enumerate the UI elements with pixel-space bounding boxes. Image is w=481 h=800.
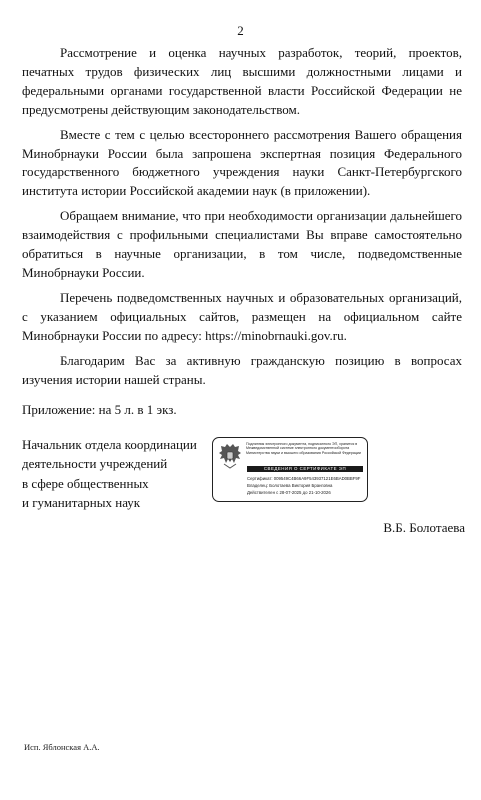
certificate-validity: Действителен с 28-07-2025 до 21-10-2026 [247,490,331,495]
signer-title-line: деятельности учреждений [22,456,168,472]
stamp-header: СВЕДЕНИЯ О СЕРТИФИКАТЕ ЭП [247,466,363,472]
stamp-notice-text: Подлинник электронного документа, подписанного ЭП, хранится в Межведомственной системе электронного документооборота Министерства науки и высшего образования Российской Федерации [246,442,361,455]
certificate-owner: Владелец: Болотаева Виктория Бранговна [247,483,333,488]
electronic-signature-stamp [212,437,368,502]
signer-title-line: и гуманитарных наук [22,494,141,510]
signer-title [22,435,222,512]
page-number: 2 [237,23,244,38]
certificate-number: Сертификат: 009549C4B66A9F543937121E6BAD0BBF9F [247,476,361,481]
paragraph: Перечень подведомственных научных и образовательных организаций, с указанием официальных сайтов, размещен на официальном сайте Минобрнауки России по адресу: https://minobrnauki.gov.ru. [22,289,462,343]
letter-body [22,44,462,395]
attachment-note: Приложение: на 5 л. в 1 экз. [22,402,177,417]
signer-title-line: Начальник отдела координации [22,437,197,452]
signer-name: В.Б. Болотаева [383,520,465,535]
paragraph: Обращаем внимание, что при необходимости организации дальнейшего взаимодействия с профильными специалистами Вы вправе самостоятельно обратиться в научные организации, в том числе, подведомственные Минобрнауки России. [22,208,462,280]
paragraph: Благодарим Вас за активную гражданскую позицию в вопросах изучения истории нашей страны. [22,352,462,387]
paragraph: Рассмотрение и оценка научных разработок, теорий, проектов, печатных трудов физических лиц высшими должностными лицами и федеральными органами государственной власти Российской Федерации не предусмотрены действующим законодательством. [22,45,462,117]
coat-of-arms-icon [218,443,242,469]
signer-title-line: в сфере общественных [22,475,149,491]
executor-note: Исп. Яблонская А.А. [24,742,100,752]
paragraph: Вместе с тем с целью всестороннего рассмотрения Вашего обращения Минобрнауки России была запрошена экспертная позиция Федерального государственного бюджетного учреждения науки Санкт-Петербургского института истории Российской академии наук (в приложении). [22,126,462,199]
